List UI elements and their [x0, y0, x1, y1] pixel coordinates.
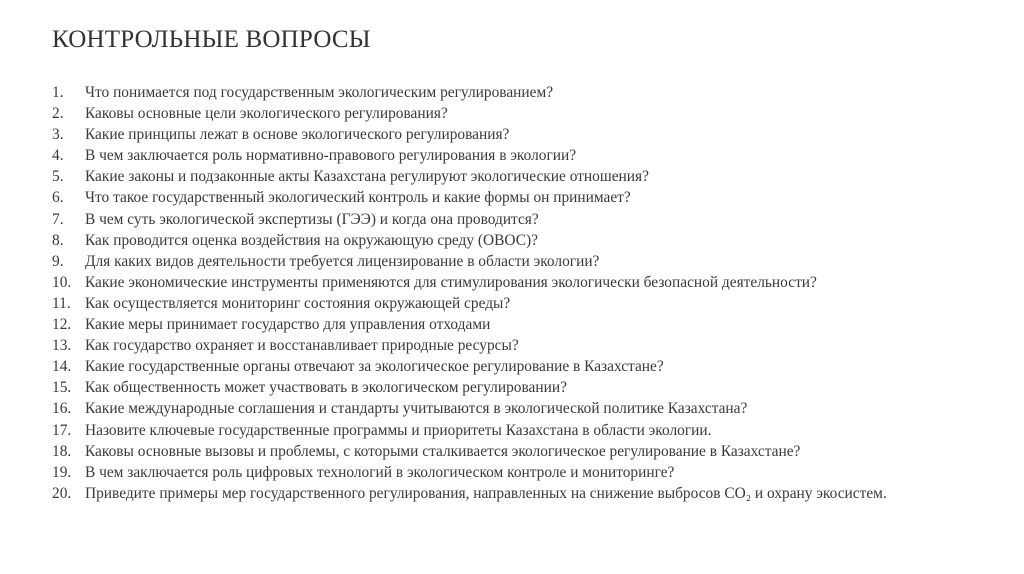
item-text: Как проводится оценка воздействия на окружающую среду (ОВОС)? — [85, 231, 538, 249]
item-text: Для каких видов деятельности требуется лицензирование в области экологии? — [85, 252, 600, 270]
item-text: Какие экономические инструменты применяются для стимулирования экологически безопасной деятельности? — [85, 273, 817, 291]
list-item — [52, 377, 1014, 398]
page-title: КОНТРОЛЬНЫЕ ВОПРОСЫ — [52, 26, 371, 53]
item-text: Какие меры принимает государство для управления отходами — [85, 316, 491, 334]
item-number: 8. — [52, 231, 64, 249]
item-number: 19. — [52, 463, 72, 481]
list-item — [52, 335, 1014, 356]
list-item — [52, 166, 1014, 187]
item-text: Какие государственные органы отвечают за экологическое регулирование в Казахстане? — [85, 358, 664, 376]
item-number: 4. — [52, 147, 64, 165]
item-number: 11. — [52, 294, 71, 312]
item-number: 7. — [52, 210, 64, 228]
list-item — [52, 462, 1014, 483]
item-text: Каковы основные цели экологического регулирования? — [85, 105, 448, 123]
list-item — [52, 82, 1014, 103]
list-item — [52, 483, 1014, 504]
list-item — [52, 314, 1014, 335]
item-number: 12. — [52, 316, 72, 334]
list-item — [52, 145, 1014, 166]
list-item — [52, 272, 1014, 293]
item-text: Как государство охраняет и восстанавливает природные ресурсы? — [85, 337, 519, 355]
item-text: Каковы основные вызовы и проблемы, с которыми сталкивается экологическое регулирование в Казахстане? — [85, 442, 801, 460]
list-item — [52, 293, 1014, 314]
item-number: 6. — [52, 189, 64, 207]
item-number: 2. — [52, 105, 64, 123]
list-item — [52, 103, 1014, 124]
item-text: Какие международные соглашения и стандарты учитываются в экологической политике Казахстана? — [85, 400, 748, 418]
list-item — [52, 209, 1014, 230]
item-text: Как общественность может участвовать в экологическом регулировании? — [85, 379, 567, 397]
item-number: 10. — [52, 273, 72, 291]
item-text: Какие законы и подзаконные акты Казахстана регулируют экологические отношения? — [85, 168, 649, 186]
item-text: Что такое государственный экологический контроль и какие формы он принимает? — [85, 189, 631, 207]
list-item — [52, 441, 1014, 462]
list-item — [52, 124, 1014, 145]
item-number: 1. — [52, 84, 64, 101]
item-text: Какие принципы лежат в основе экологического регулирования? — [85, 126, 510, 144]
item-number: 5. — [52, 168, 64, 186]
list-item — [52, 230, 1014, 251]
item-number: 20. — [52, 484, 72, 502]
item-number: 18. — [52, 442, 72, 460]
list-item — [52, 251, 1014, 272]
item-number: 16. — [52, 400, 72, 418]
list-item — [52, 398, 1014, 419]
item-number: 3. — [52, 126, 64, 144]
item-text: В чем суть экологической экспертизы (ГЭЭ) и когда она проводится? — [85, 210, 539, 228]
list-item — [52, 420, 1014, 441]
item-text: Назовите ключевые государственные программы и приоритеты Казахстана в области экологии. — [85, 421, 712, 439]
item-number: 14. — [52, 358, 72, 376]
list-item — [52, 356, 1014, 377]
item-text: В чем заключается роль цифровых технологий в экологическом контроле и мониторинге? — [85, 463, 675, 481]
item-text: Приведите примеры мер государственного регулирования, направленных на снижение выбросов CO₂ и охрану экосистем. — [85, 484, 887, 502]
item-number: 15. — [52, 379, 72, 397]
item-text: В чем заключается роль нормативно-правового регулирования в экологии? — [85, 147, 577, 165]
item-text: Что понимается под государственным экологическим регулированием? — [85, 84, 554, 101]
list-item — [52, 187, 1014, 208]
item-text: Как осуществляется мониторинг состояния окружающей среды? — [85, 294, 511, 312]
item-number: 17. — [52, 421, 72, 439]
question-list — [52, 82, 1014, 504]
item-number: 9. — [52, 252, 64, 270]
item-number: 13. — [52, 337, 72, 355]
